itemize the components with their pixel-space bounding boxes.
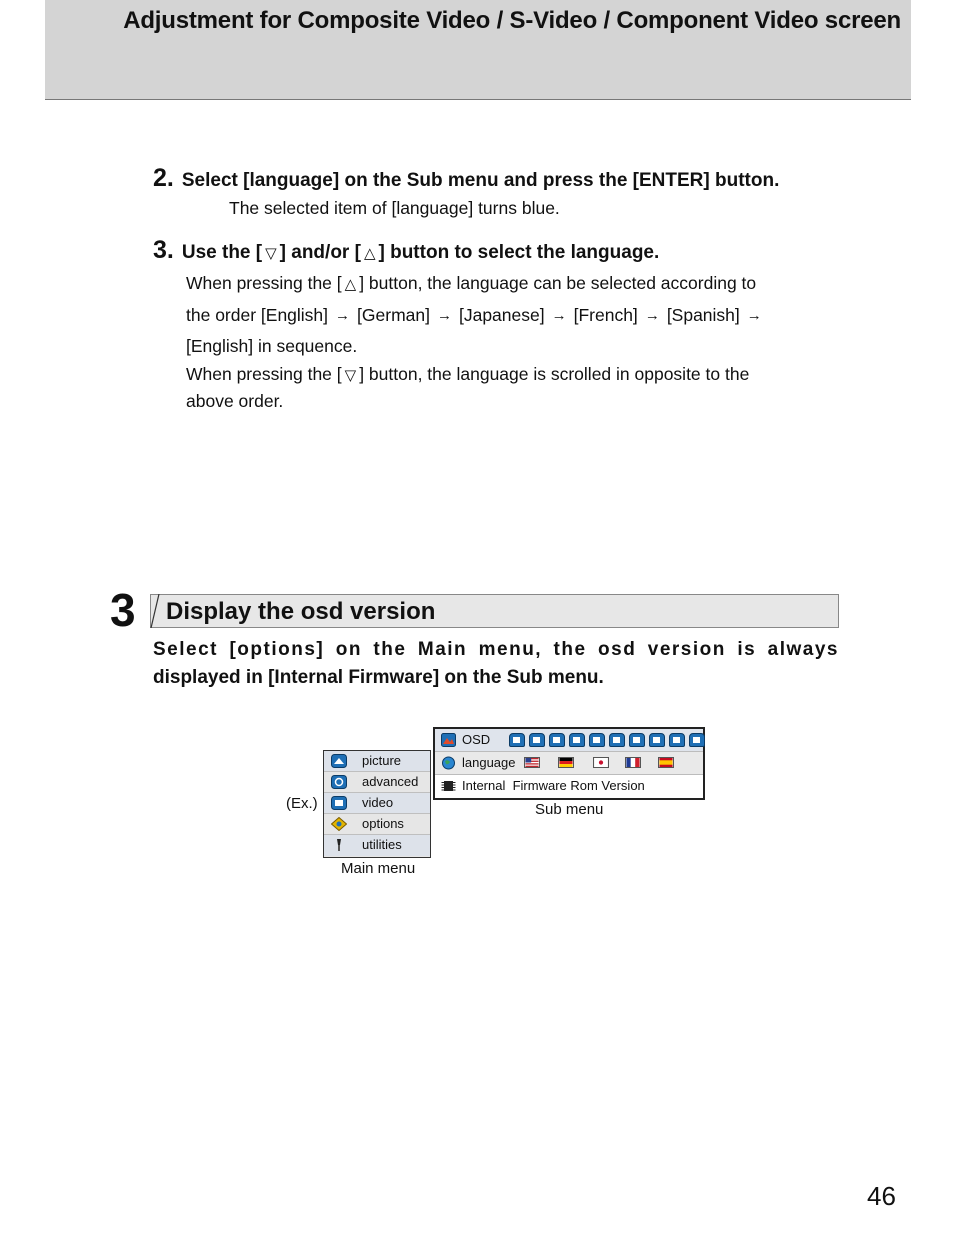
up-triangle-icon: △ <box>344 276 357 293</box>
step-3-para-2: When pressing the [ ▽ ] button, the language is scrolled in opposite to the <box>186 364 750 384</box>
osd-position-icon[interactable] <box>649 733 665 747</box>
step-3-para-1: When pressing the [ △ ] button, the language can be selected according to <box>186 273 757 293</box>
globe-icon <box>441 756 456 770</box>
options-icon <box>331 817 347 831</box>
osd-icon <box>441 733 456 747</box>
main-menu <box>323 750 431 858</box>
picture-icon <box>331 754 347 768</box>
main-menu-item-video[interactable]: video <box>324 793 430 814</box>
osd-position-icon[interactable] <box>609 733 625 747</box>
sub-menu-row-osd[interactable]: OSD <box>435 729 703 752</box>
arrow-right-icon: → <box>551 307 567 324</box>
down-triangle-icon: ▽ <box>344 367 357 384</box>
keyword-language: language <box>249 170 333 191</box>
sub-menu-row-language[interactable]: language <box>435 752 703 775</box>
step-number: 2. <box>153 164 174 192</box>
osd-position-icon[interactable] <box>669 733 685 747</box>
osd-position-icon[interactable] <box>589 733 605 747</box>
step-2-heading: 2. Select [language] on the Sub menu and press the [ENTER] button. <box>153 164 780 192</box>
osd-position-icon[interactable] <box>689 733 705 747</box>
example-label: (Ex.) <box>286 795 318 812</box>
osd-position-icon[interactable] <box>569 733 585 747</box>
main-menu-item-utilities[interactable]: utilities <box>324 835 430 856</box>
main-menu-item-picture[interactable]: picture <box>324 751 430 772</box>
language-order-end: [English] in sequence. <box>186 336 358 356</box>
section-intro: Select [options] on the Main menu, the osd version is always displayed in [Internal Firmware] on the Sub menu. <box>153 639 839 688</box>
arrow-right-icon: → <box>335 307 351 324</box>
step-number: 3. <box>153 236 174 264</box>
main-menu-item-advanced[interactable]: advanced <box>324 772 430 793</box>
section-bar-slash <box>150 594 160 628</box>
language-order: the order [English] → [German] → [Japanese] → [French] → [Spanish] → <box>186 305 762 325</box>
germany-flag-icon[interactable] <box>558 757 574 768</box>
step-3-para-2-end: above order. <box>186 391 284 411</box>
osd-position-icon[interactable] <box>509 733 525 747</box>
chip-icon <box>441 779 456 793</box>
osd-position-options <box>509 733 705 747</box>
section-number: 3 <box>110 584 136 636</box>
sub-menu <box>433 727 705 800</box>
arrow-right-icon: → <box>746 307 762 324</box>
page-header <box>45 0 911 100</box>
osd-position-icon[interactable] <box>629 733 645 747</box>
section-title: Display the osd version <box>166 598 436 625</box>
advanced-icon <box>331 775 347 789</box>
keyword-options: options <box>237 639 317 660</box>
page-number: 46 <box>867 1181 896 1211</box>
france-flag-icon[interactable] <box>625 757 641 768</box>
step-2-note: The selected item of [language] turns blue. <box>229 198 560 218</box>
page-title: Adjustment for Composite Video / S-Video / Component Video screen <box>123 7 901 34</box>
up-triangle-icon: △ <box>363 245 376 262</box>
sub-menu-row-internal-firmware[interactable]: Internal Firmware Rom Version <box>435 775 703 798</box>
osd-position-icon[interactable] <box>529 733 545 747</box>
main-menu-caption: Main menu <box>341 860 416 877</box>
spain-flag-icon[interactable] <box>658 757 674 768</box>
japan-flag-icon[interactable] <box>593 757 609 768</box>
osd-position-icon[interactable] <box>549 733 565 747</box>
utilities-icon <box>331 838 347 852</box>
us-flag-icon[interactable] <box>524 757 540 768</box>
keyword-internal-firmware: Internal Firmware <box>274 667 433 688</box>
step-3-heading: 3. Use the [ ▽ ] and/or [ △ ] button to select the language. <box>153 236 660 264</box>
video-icon <box>331 796 347 810</box>
down-triangle-icon: ▽ <box>265 245 277 262</box>
main-menu-item-options[interactable]: options <box>324 814 430 835</box>
arrow-right-icon: → <box>436 307 452 324</box>
arrow-right-icon: → <box>644 307 660 324</box>
sub-menu-caption: Sub menu <box>535 801 604 818</box>
